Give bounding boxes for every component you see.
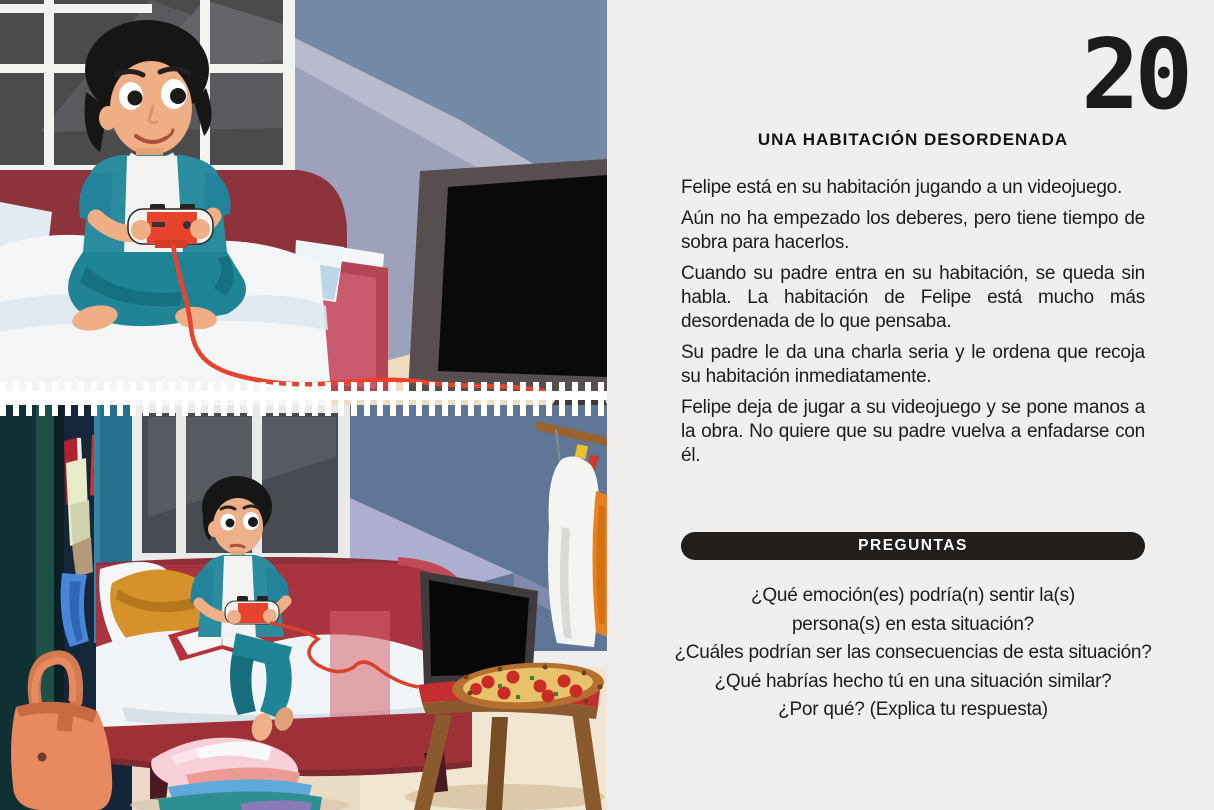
tv-top <box>408 159 607 405</box>
story-paragraph: Cuando su padre entra en su habitación, se queda sin habla. La habitación de Felipe está mucho más desordenada de lo que pensaba. <box>681 263 1145 332</box>
questions-header-pill: PREGUNTAS <box>681 532 1145 560</box>
story-paragraph: Aún no ha empezado los deberes, pero tiene tiempo de sobra para hacerlos. <box>681 208 1145 253</box>
illustration-bottom-panel <box>0 405 607 810</box>
question-item: ¿Qué emoción(es) podría(n) sentir la(s) persona(s) en esta situación? <box>751 585 1075 635</box>
illustration-top-panel <box>0 0 607 405</box>
story-paragraph: Felipe deja de jugar a su videojuego y se pone manos a la obra. No quiere que su padre vuelva a enfadarse con él. <box>681 397 1145 466</box>
panel-divider-spine <box>0 391 607 400</box>
story-paragraph: Felipe está en su habitación jugando a un videojuego. <box>681 177 1122 198</box>
question-item: ¿Cuáles podrían ser las consecuencias de esta situación? <box>674 642 1152 663</box>
story-text <box>681 176 1145 468</box>
page-title: UNA HABITACIÓN DESORDENADA <box>757 130 1069 149</box>
question-item: ¿Qué habrías hecho tú en una situación similar? <box>714 670 1112 692</box>
story-paragraph: Su padre le da una charla seria y le ordena que recoja su habitación inmediatamente. <box>681 342 1145 387</box>
text-column <box>607 0 1214 810</box>
question-item: ¿Por qué? (Explica tu respuesta) <box>778 699 1048 720</box>
game-controller-top <box>128 204 213 248</box>
panel-divider-fringe <box>0 382 607 416</box>
page-number: 20 <box>1081 18 1188 131</box>
questions-list <box>668 582 1158 725</box>
